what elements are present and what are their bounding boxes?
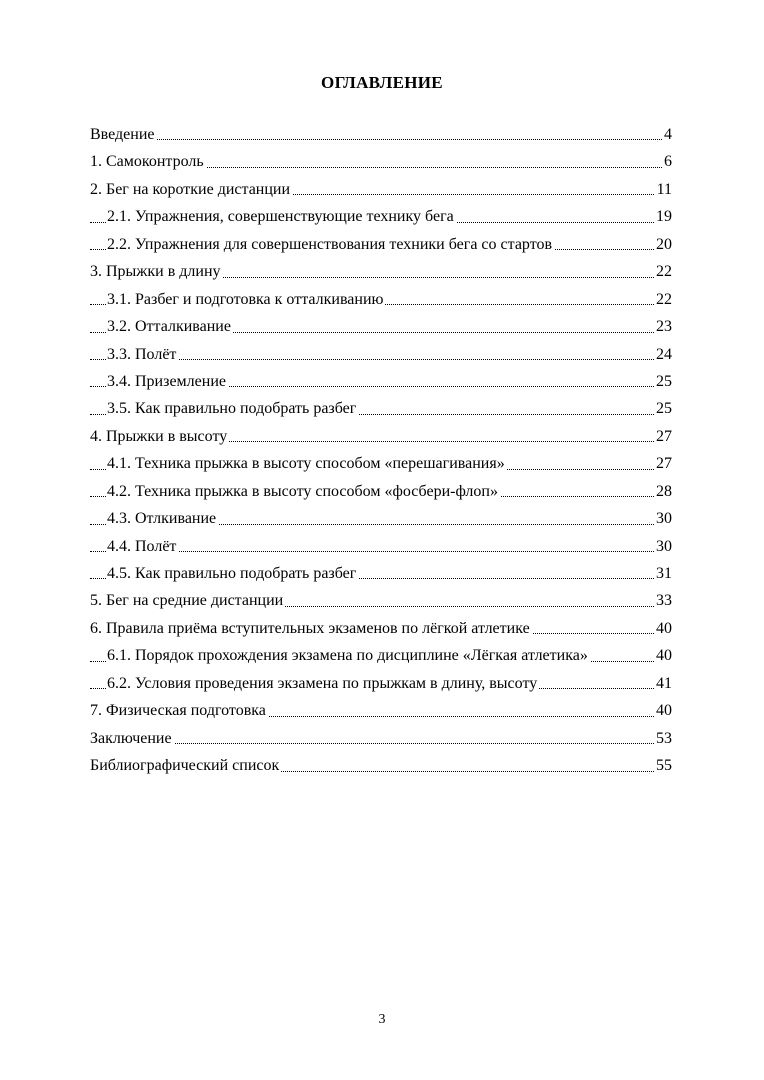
toc-entry-page: 28	[654, 478, 672, 505]
toc-entry-title: 6.1. Порядок прохождения экзамена по дисциплине «Лёгкая атлетика»	[107, 647, 588, 665]
toc-entry-title: 4.4. Полёт	[107, 537, 177, 555]
toc-entry-title: 3.2. Отталкивание	[107, 318, 231, 336]
toc-entry[interactable]	[90, 615, 672, 642]
toc-entry-page: 4	[662, 121, 672, 148]
toc-entry-title: 6.2. Условия проведения экзамена по прыжкам в длину, высоту	[107, 674, 538, 692]
toc-entry-title: 4. Прыжки в высоту	[90, 427, 228, 445]
toc-entry-title: 2.2. Упражнения для совершенствования техники бега со стартов	[107, 235, 553, 253]
toc-entry-title: 6. Правила приёма вступительных экзаменов по лёгкой атлетике	[90, 619, 530, 637]
toc-entry[interactable]	[90, 258, 672, 285]
toc-entry-page: 25	[654, 395, 672, 422]
toc-entry[interactable]	[90, 560, 672, 587]
toc-entry[interactable]	[90, 450, 672, 477]
toc-entry-page: 25	[654, 368, 672, 395]
toc-entry-page: 53	[654, 725, 672, 752]
toc-entry[interactable]	[90, 670, 672, 697]
toc-entry[interactable]	[90, 341, 672, 368]
toc-entry-title: Библиографический список	[90, 757, 280, 775]
toc-entry[interactable]	[90, 697, 672, 724]
toc-entry[interactable]	[90, 423, 672, 450]
toc-entry[interactable]	[90, 121, 672, 148]
toc-entry-page: 33	[654, 587, 672, 614]
toc-entry-page: 55	[654, 752, 672, 779]
toc-entry-page: 30	[654, 505, 672, 532]
toc-entry-page: 27	[654, 423, 672, 450]
toc-entry-page: 19	[654, 203, 672, 230]
toc-entry[interactable]	[90, 478, 672, 505]
toc-entry-title: 1. Самоконтроль	[90, 153, 204, 171]
toc-entry-page: 23	[654, 313, 672, 340]
toc-entry-title: 3.5. Как правильно подобрать разбег	[107, 400, 357, 418]
toc-entry[interactable]	[90, 231, 672, 258]
toc-entry-title: 3.1. Разбег и подготовка к отталкиванию	[107, 290, 384, 308]
toc-entry-page: 30	[654, 533, 672, 560]
toc-entry[interactable]	[90, 313, 672, 340]
toc-entry-title: 7. Физическая подготовка	[90, 702, 266, 720]
toc-entry-title: 2. Бег на короткие дистанции	[90, 180, 291, 198]
toc-entry[interactable]	[90, 533, 672, 560]
toc-entry-page: 31	[654, 560, 672, 587]
table-of-contents	[90, 121, 672, 780]
toc-entry-title: Заключение	[90, 729, 172, 747]
dot-leader	[90, 743, 672, 744]
toc-entry[interactable]	[90, 725, 672, 752]
toc-entry-page: 24	[654, 341, 672, 368]
toc-entry-page: 27	[654, 450, 672, 477]
toc-entry[interactable]	[90, 148, 672, 175]
toc-entry[interactable]	[90, 395, 672, 422]
toc-entry[interactable]	[90, 368, 672, 395]
toc-entry-title: 5. Бег на средние дистанции	[90, 592, 284, 610]
toc-entry[interactable]	[90, 203, 672, 230]
toc-entry-page: 22	[654, 286, 672, 313]
toc-entry-page: 20	[654, 231, 672, 258]
toc-entry-page: 40	[654, 697, 672, 724]
toc-entry-title: 3.3. Полёт	[107, 345, 177, 363]
toc-entry[interactable]	[90, 752, 672, 779]
page-number: 3	[378, 1012, 386, 1027]
toc-entry-page: 6	[662, 148, 672, 175]
toc-entry-title: 4.3. Отлкивание	[107, 510, 217, 528]
toc-entry-page: 40	[654, 642, 672, 669]
toc-entry-title: 4.2. Техника прыжка в высоту способом «фосбери-флоп»	[107, 482, 498, 500]
toc-entry-title: 3.4. Приземление	[107, 372, 226, 390]
toc-entry-title: 4.1. Техника прыжка в высоту способом «перешагивания»	[107, 455, 505, 473]
toc-entry-page: 41	[654, 670, 672, 697]
toc-entry-title: 4.5. Как правильно подобрать разбег	[107, 565, 357, 582]
toc-entry-page: 11	[655, 176, 672, 203]
toc-entry-page: 40	[654, 615, 672, 642]
toc-entry-title: 3. Прыжки в длину	[90, 263, 221, 281]
dot-leader	[90, 139, 672, 140]
toc-entry[interactable]	[90, 642, 672, 669]
toc-entry-page: 22	[654, 258, 672, 285]
toc-entry[interactable]	[90, 176, 672, 203]
toc-entry-title: 2.1. Упражнения, совершенствующие технику бега	[107, 208, 454, 226]
toc-entry[interactable]	[90, 286, 672, 313]
toc-entry[interactable]	[90, 587, 672, 614]
toc-entry-title: Введение	[90, 126, 155, 143]
toc-entry[interactable]	[90, 505, 672, 532]
page-title: ОГЛАВЛЕНИЕ	[321, 73, 443, 92]
